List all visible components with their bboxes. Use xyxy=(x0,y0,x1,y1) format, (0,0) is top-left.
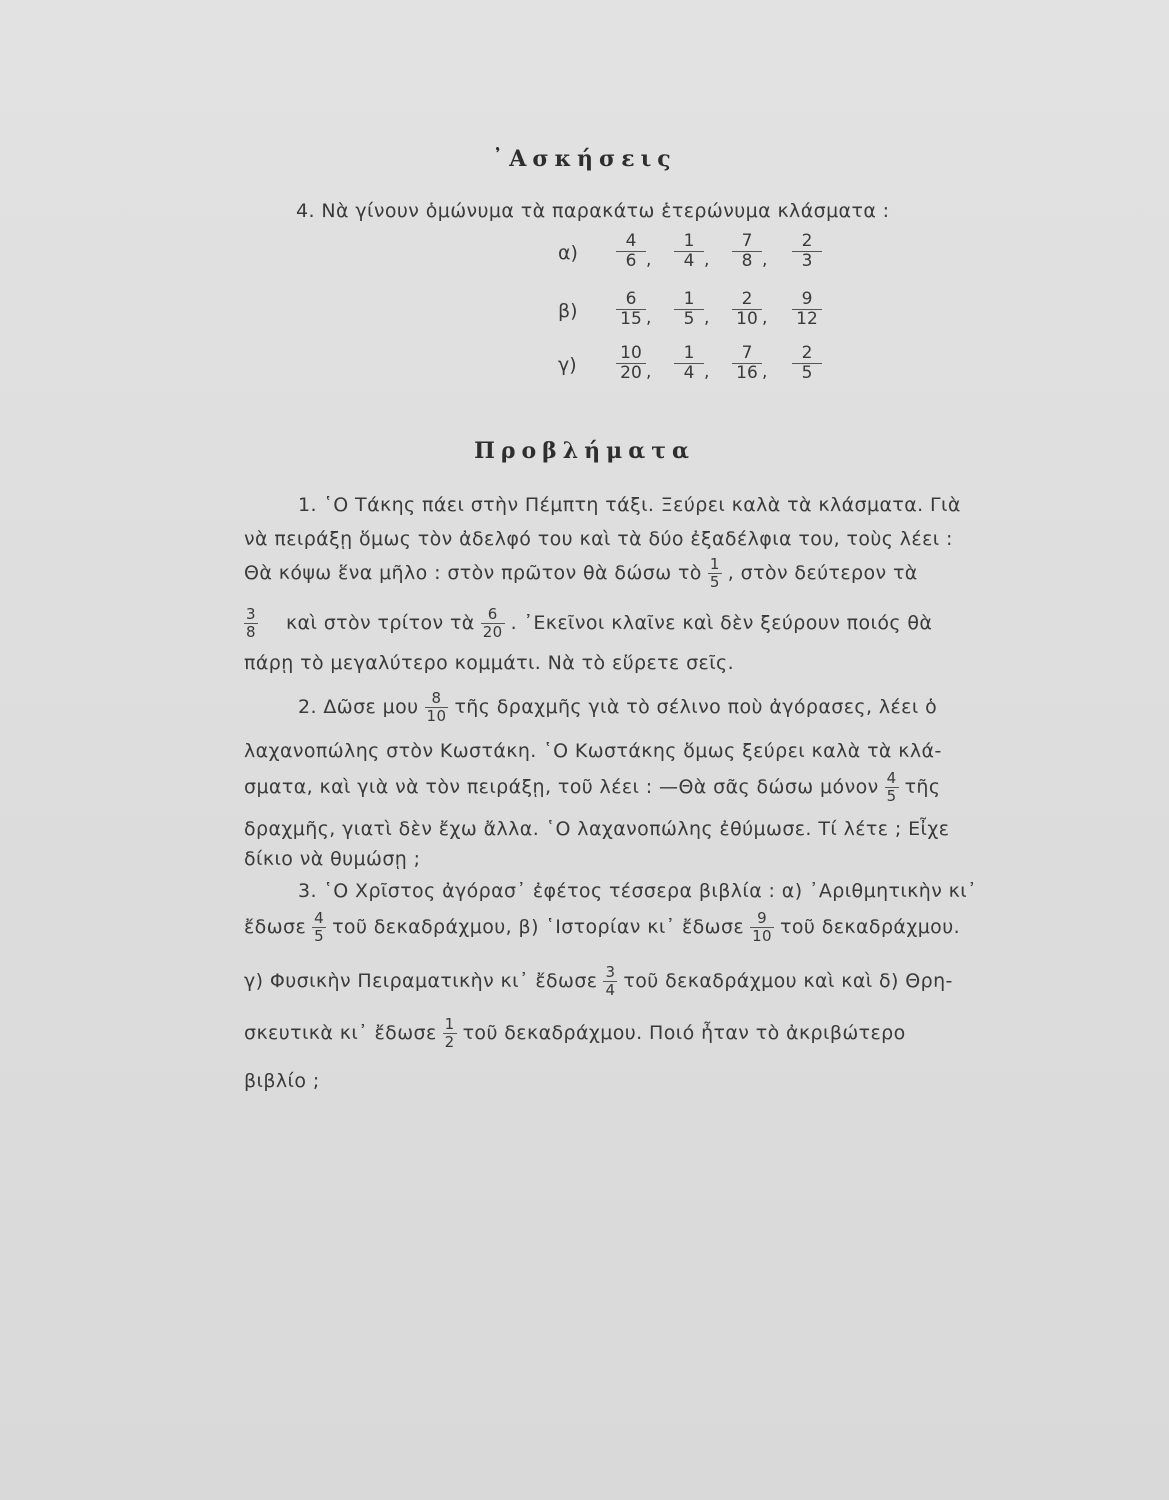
exercise-row-label: γ) xyxy=(558,354,577,376)
problem-2-line-1 xyxy=(298,690,937,725)
denominator: 3 xyxy=(792,251,822,271)
text-segment: Θὰ κόψω ἕνα μῆλο : στὸν πρῶτον θὰ δώσω τὸ xyxy=(244,562,702,584)
text-segment: τοῦ δεκαδράχμου καὶ καὶ δ) Θρη- xyxy=(623,970,953,992)
comma-separator: , xyxy=(646,308,652,328)
denominator: 8 xyxy=(246,623,256,641)
text-segment: τῆς δραχμῆς γιὰ τὸ σέλινο ποὺ ἀγόρασες, λέει ὁ xyxy=(454,696,938,718)
fraction xyxy=(750,910,774,945)
denominator: 10 xyxy=(732,309,762,329)
fraction xyxy=(792,344,822,383)
denominator: 20 xyxy=(482,623,503,641)
text-segment: . ᾿Εκεῖνοι κλαῖνε καὶ δὲν ξεύρουν ποιός θὰ xyxy=(510,612,933,634)
numerator: 8 xyxy=(431,689,442,707)
problem-2-line-2: λαχανοπώλης στὸν Κωστάκη. ῾Ο Κωστάκης ὅμως ξεύρει καλὰ τὰ κλά- xyxy=(244,740,942,762)
fraction xyxy=(674,232,704,271)
problems-heading: Προβλήματα xyxy=(474,438,695,464)
denominator: 4 xyxy=(605,981,616,999)
numerator: 7 xyxy=(741,231,753,251)
text-segment: τοῦ δεκαδράχμου. Ποιό ἦταν τὸ ἀκριβώτερο xyxy=(462,1022,906,1044)
text-segment: τοῦ δεκαδράχμου, β) ῾Ιστορίαν κι᾿ ἔδωσε xyxy=(332,916,745,938)
text-segment: , στὸν δεύτερον τὰ xyxy=(727,562,918,584)
numerator: 2 xyxy=(801,231,813,251)
fraction xyxy=(312,910,326,945)
fraction xyxy=(616,344,646,383)
exercise-instruction: 4. Νὰ γίνουν ὁμώνυμα τὰ παρακάτω ἑτερώνυμα κλάσματα : xyxy=(296,200,890,222)
comma-separator: , xyxy=(704,362,710,382)
fraction xyxy=(732,232,762,271)
numerator: 3 xyxy=(246,605,256,623)
numerator: 1 xyxy=(683,231,695,251)
fraction xyxy=(481,606,505,641)
denominator: 12 xyxy=(792,309,822,329)
problem-2-line-4: δραχμῆς, γιατὶ δὲν ἔχω ἄλλα. ῾Ο λαχανοπώλης ἐθύμωσε. Τί λέτε ; Εἶχε xyxy=(244,818,950,840)
denominator: 16 xyxy=(732,363,762,383)
denominator: 5 xyxy=(674,309,704,329)
text-segment: 2. Δῶσε μου xyxy=(298,696,419,718)
denominator: 4 xyxy=(674,363,704,383)
fraction xyxy=(603,964,617,999)
text-segment: τῆς xyxy=(904,776,941,798)
comma-separator: , xyxy=(762,362,768,382)
denominator: 5 xyxy=(886,787,897,805)
text-segment: γ) Φυσικὴν Πειραματικὴν κι᾿ ἔδωσε xyxy=(244,970,598,992)
numerator: 7 xyxy=(741,343,753,363)
numerator: 2 xyxy=(741,289,753,309)
text-segment: σματα, καὶ γιὰ νὰ τὸν πειράξῃ, τοῦ λέει : —Θὰ σᾶς δώσω μόνον xyxy=(244,776,879,798)
comma-separator: , xyxy=(704,250,710,270)
numerator: 1 xyxy=(444,1015,455,1033)
problem-1-line-3 xyxy=(244,556,918,591)
numerator: 10 xyxy=(620,343,642,363)
text-segment: τοῦ δεκαδράχμου. xyxy=(780,916,961,938)
numerator: 2 xyxy=(801,343,813,363)
problem-2-line-5: δίκιο νὰ θυμώσῃ ; xyxy=(244,848,421,870)
denominator: 20 xyxy=(616,363,646,383)
problem-1-line-2: νὰ πειράξῃ ὅμως τὸν ἀδελφό του καὶ τὰ δύο ἐξαδέλφια του, τοὺς λέει : xyxy=(244,528,953,550)
fraction xyxy=(732,344,762,383)
comma-separator: , xyxy=(762,250,768,270)
problem-3-line-2 xyxy=(244,910,960,945)
fraction xyxy=(885,770,899,805)
fraction xyxy=(425,690,449,725)
denominator: 10 xyxy=(426,707,447,725)
fraction xyxy=(674,344,704,383)
exercises-heading: ᾿Ασκήσεις xyxy=(492,146,677,172)
numerator: 4 xyxy=(886,769,897,787)
exercise-row-label: α) xyxy=(558,242,578,264)
problem-2-line-3 xyxy=(244,770,940,805)
problem-3-line-5: βιβλίο ; xyxy=(244,1070,320,1092)
exercise-row-label: β) xyxy=(558,300,578,322)
problem-3-line-1: 3. ῾Ο Χρῖστος ἀγόρασ᾿ ἐφέτος τέσσερα βιβλία : α) ᾿Αριθμητικὴν κι᾿ xyxy=(298,880,978,902)
numerator: 1 xyxy=(683,343,695,363)
denominator: 4 xyxy=(674,251,704,271)
numerator: 3 xyxy=(605,963,616,981)
comma-separator: , xyxy=(646,362,652,382)
fraction xyxy=(674,290,704,329)
fraction xyxy=(792,290,822,329)
fraction xyxy=(616,232,646,271)
problem-1-line-1: 1. ῾Ο Τάκης πάει στὴν Πέμπτη τάξι. Ξεύρει καλὰ τὰ κλάσματα. Γιὰ xyxy=(298,494,961,516)
denominator: 5 xyxy=(709,573,720,591)
numerator: 6 xyxy=(625,289,637,309)
text-segment: σκευτικὰ κι᾿ ἔδωσε xyxy=(244,1022,437,1044)
comma-separator: , xyxy=(704,308,710,328)
fraction xyxy=(708,556,722,591)
denominator: 5 xyxy=(314,927,325,945)
numerator: 9 xyxy=(801,289,813,309)
problem-1-line-4 xyxy=(244,606,932,641)
fraction xyxy=(616,290,646,329)
problem-3-line-4 xyxy=(244,1016,906,1051)
numerator: 1 xyxy=(709,555,720,573)
fraction xyxy=(792,232,822,271)
denominator: 2 xyxy=(444,1033,455,1051)
problem-3-line-3 xyxy=(244,964,953,999)
denominator: 5 xyxy=(792,363,822,383)
numerator: 1 xyxy=(683,289,695,309)
denominator: 6 xyxy=(616,251,646,271)
problem-1-line-5: πάρῃ τὸ μεγαλύτερο κομμάτι. Νὰ τὸ εὕρετε σεῖς. xyxy=(244,652,735,674)
fraction xyxy=(244,606,258,641)
text-segment: καὶ στὸν τρίτον τὰ xyxy=(285,612,475,634)
denominator: 8 xyxy=(732,251,762,271)
numerator: 6 xyxy=(487,605,498,623)
numerator: 4 xyxy=(314,909,325,927)
comma-separator: , xyxy=(762,308,768,328)
comma-separator: , xyxy=(646,250,652,270)
fraction xyxy=(443,1016,457,1051)
numerator: 9 xyxy=(757,909,768,927)
text-segment: ἔδωσε xyxy=(244,916,307,938)
fraction xyxy=(732,290,762,329)
denominator: 15 xyxy=(616,309,646,329)
numerator: 4 xyxy=(625,231,637,251)
denominator: 10 xyxy=(752,927,772,945)
